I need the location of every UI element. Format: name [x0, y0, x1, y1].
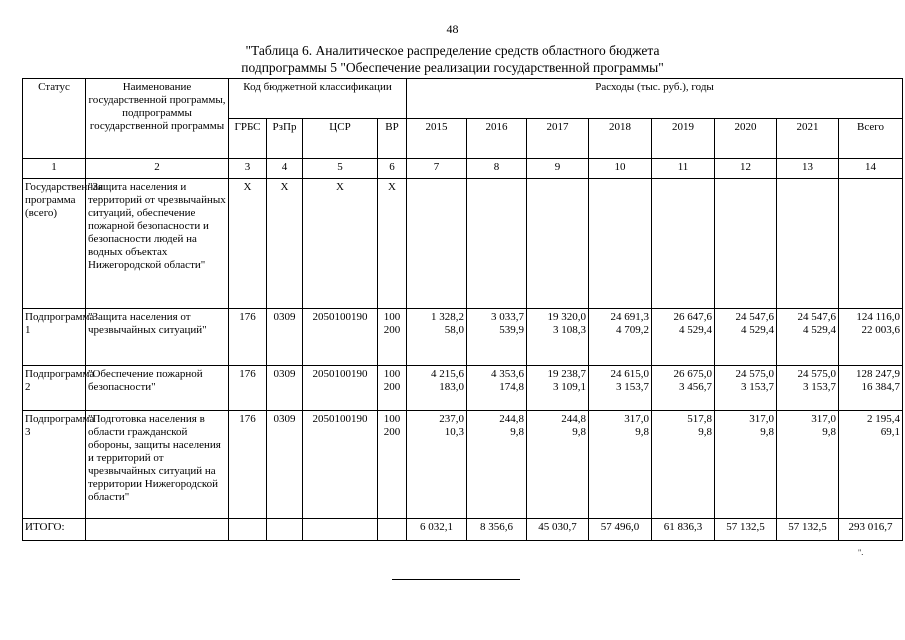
row-value: [589, 179, 652, 309]
header-grbs: ГРБС: [229, 119, 267, 159]
row-value-line2: 9,8: [760, 426, 775, 438]
row-value: [652, 366, 715, 411]
column-number: 5: [303, 159, 378, 179]
row-value-line1: 1 328,2: [431, 311, 465, 323]
column-number: 11: [652, 159, 715, 179]
row-name: "Защита населения от чрезвычайных ситуаций": [86, 309, 229, 366]
header-year: 2021: [777, 119, 839, 159]
column-number: 8: [467, 159, 527, 179]
row-rzpr: X: [267, 179, 303, 309]
total-value: 6 032,1: [407, 519, 467, 541]
row-value-line1: 24 575,0: [735, 368, 775, 380]
total-value: 57 132,5: [715, 519, 777, 541]
row-value-line1: 244,8: [499, 413, 525, 425]
header-csr: ЦСР: [303, 119, 378, 159]
row-value-line1: 26 675,0: [673, 368, 713, 380]
row-value-line2: 183,0: [439, 381, 465, 393]
header-vr: ВР: [378, 119, 407, 159]
row-value: [589, 309, 652, 366]
header-year: 2020: [715, 119, 777, 159]
row-value-line1: 2 195,4: [867, 413, 901, 425]
row-value: [715, 179, 777, 309]
row-value-line1: 24 575,0: [797, 368, 837, 380]
row-rzpr: 0309: [267, 309, 303, 366]
row-value-line2: 3 108,3: [553, 324, 587, 336]
header-year: 2019: [652, 119, 715, 159]
header-year: 2018: [589, 119, 652, 159]
row-value: [715, 309, 777, 366]
row-value: [467, 309, 527, 366]
row-value-line2: 9,8: [635, 426, 650, 438]
row-value: [777, 411, 839, 519]
row-value-line1: 26 647,6: [673, 311, 713, 323]
row-grbs: X: [229, 179, 267, 309]
header-year: 2015: [407, 119, 467, 159]
row-status: Подпрограмма 2: [23, 366, 86, 411]
row-value-line1: 4 215,6: [431, 368, 465, 380]
page-number: 48: [446, 22, 459, 36]
column-number: 6: [378, 159, 407, 179]
row-value: [407, 309, 467, 366]
row-value-line2: 16 384,7: [861, 381, 901, 393]
table-title-line1: "Таблица 6. Аналитическое распределение средств областного бюджета: [245, 43, 660, 58]
table-row: [23, 411, 903, 519]
row-status: Подпрограмма 3: [23, 411, 86, 519]
row-value-line1: 24 547,6: [735, 311, 775, 323]
row-value-line2: 58,0: [444, 324, 465, 336]
column-number: 7: [407, 159, 467, 179]
row-value: [467, 366, 527, 411]
row-csr: X: [303, 179, 378, 309]
row-vr-line1: X: [388, 181, 396, 193]
row-value: [777, 366, 839, 411]
row-value-line2: 69,1: [880, 426, 901, 438]
row-value-line2: 4 709,2: [616, 324, 650, 336]
header-total: Всего: [839, 119, 903, 159]
row-value: [777, 309, 839, 366]
row-grbs: 176: [229, 366, 267, 411]
row-value-line2: 3 153,7: [741, 381, 775, 393]
row-value-line2: 174,8: [499, 381, 525, 393]
row-value: [527, 179, 589, 309]
header-year: 2017: [527, 119, 589, 159]
row-value-line1: 4 353,6: [491, 368, 525, 380]
column-number: 9: [527, 159, 589, 179]
total-label: ИТОГО:: [23, 519, 86, 541]
row-value-line2: 9,8: [572, 426, 587, 438]
row-csr: 2050100190: [303, 366, 378, 411]
row-value-line1: 19 320,0: [547, 311, 587, 323]
total-row: [23, 519, 903, 541]
header-rzpr: РзПр: [267, 119, 303, 159]
row-value-line1: 237,0: [439, 413, 465, 425]
row-value: [527, 366, 589, 411]
row-name: "Подготовка населения в области гражданской обороны, защиты населения и территорий от чрезвычайных ситуаций на территории Нижегородской области": [86, 411, 229, 519]
row-value: [467, 179, 527, 309]
row-value-line1: 317,0: [624, 413, 650, 425]
row-vr-line2: 200: [383, 324, 401, 336]
row-value: [715, 366, 777, 411]
row-value: [527, 411, 589, 519]
row-value: [839, 179, 903, 309]
row-value-line2: 3 153,7: [803, 381, 837, 393]
row-value-line2: 10,3: [444, 426, 465, 438]
table-title: [0, 42, 905, 76]
column-number: 2: [86, 159, 229, 179]
row-rzpr: 0309: [267, 411, 303, 519]
row-value: [467, 411, 527, 519]
row-value-line1: 124 116,0: [856, 311, 901, 323]
row-value-line2: 3 456,7: [679, 381, 713, 393]
row-name: "Защита населения и территорий от чрезвычайных ситуаций, обеспечение пожарной безопасности и безопасности людей на водных объектах Нижегородской области": [86, 179, 229, 309]
row-value-line1: 3 033,7: [491, 311, 525, 323]
row-grbs: 176: [229, 309, 267, 366]
closing-quote: ".: [858, 548, 864, 557]
row-value-line2: 9,8: [698, 426, 713, 438]
row-csr: 2050100190: [303, 411, 378, 519]
row-value-line2: 539,9: [499, 324, 525, 336]
total-value: 45 030,7: [527, 519, 589, 541]
row-value: [715, 411, 777, 519]
row-value: [652, 411, 715, 519]
row-value-line2: 9,8: [510, 426, 525, 438]
row-value-line2: 9,8: [822, 426, 837, 438]
row-value-line1: 24 547,6: [797, 311, 837, 323]
row-value-line1: 317,0: [811, 413, 837, 425]
row-vr-line1: 100: [383, 413, 401, 425]
total-value: 57 132,5: [777, 519, 839, 541]
row-value: [652, 309, 715, 366]
row-value-line2: 4 529,4: [803, 324, 837, 336]
header-expenses: Расходы (тыс. руб.), годы: [407, 79, 903, 119]
total-value: 8 356,6: [467, 519, 527, 541]
row-status: Подпрограмма 1: [23, 309, 86, 366]
row-value-line2: 4 529,4: [741, 324, 775, 336]
row-vr-line1: 100: [383, 368, 401, 380]
row-rzpr: 0309: [267, 366, 303, 411]
row-vr: [378, 366, 407, 411]
row-csr: 2050100190: [303, 309, 378, 366]
row-value-line1: 517,8: [687, 413, 713, 425]
table-row: [23, 309, 903, 366]
row-value: [407, 411, 467, 519]
row-value: [777, 179, 839, 309]
footnote-rule: [392, 579, 520, 580]
row-vr-line1: 100: [383, 311, 401, 323]
header-name: Наименование государственной программы, подпрограммы государственной программы: [86, 79, 229, 159]
column-number: 4: [267, 159, 303, 179]
table-row: [23, 179, 903, 309]
row-vr: [378, 179, 407, 309]
row-value-line2: 22 003,6: [861, 324, 901, 336]
total-value: 57 496,0: [589, 519, 652, 541]
row-value-line1: 19 238,7: [547, 368, 587, 380]
row-value-line2: 3 109,1: [553, 381, 587, 393]
total-value: 61 836,3: [652, 519, 715, 541]
row-vr-line2: 200: [383, 381, 401, 393]
total-value-sum: 293 016,7: [839, 519, 903, 541]
row-value-line1: 24 615,0: [610, 368, 650, 380]
row-value-line1: 128 247,9: [856, 368, 901, 380]
column-number: 13: [777, 159, 839, 179]
row-value-line1: 244,8: [561, 413, 587, 425]
row-vr-line2: 200: [383, 426, 401, 438]
row-grbs: 176: [229, 411, 267, 519]
column-number: 3: [229, 159, 267, 179]
row-value: [407, 366, 467, 411]
row-value: [589, 366, 652, 411]
row-value-line2: 3 153,7: [616, 381, 650, 393]
row-value-line1: 317,0: [749, 413, 775, 425]
row-status: Государственная программа (всего): [23, 179, 86, 309]
row-value: [589, 411, 652, 519]
header-status: Статус: [23, 79, 86, 159]
column-number: 10: [589, 159, 652, 179]
row-vr: [378, 309, 407, 366]
column-number: 14: [839, 159, 903, 179]
row-name: "Обеспечение пожарной безопасности": [86, 366, 229, 411]
row-value: [839, 309, 903, 366]
row-value-line1: 24 691,3: [610, 311, 650, 323]
row-value: [652, 179, 715, 309]
column-number: 12: [715, 159, 777, 179]
row-value-line2: 4 529,4: [679, 324, 713, 336]
column-number-row: [23, 159, 903, 179]
row-value: [527, 309, 589, 366]
table-title-line2: подпрограммы 5 "Обеспечение реализации государственной программы": [241, 60, 664, 75]
table-row: [23, 366, 903, 411]
budget-table: [22, 78, 903, 541]
header-year: 2016: [467, 119, 527, 159]
row-vr: [378, 411, 407, 519]
row-value: [839, 366, 903, 411]
header-budget-code: Код бюджетной классификации: [229, 79, 407, 119]
row-value: [407, 179, 467, 309]
row-value: [839, 411, 903, 519]
column-number: 1: [23, 159, 86, 179]
